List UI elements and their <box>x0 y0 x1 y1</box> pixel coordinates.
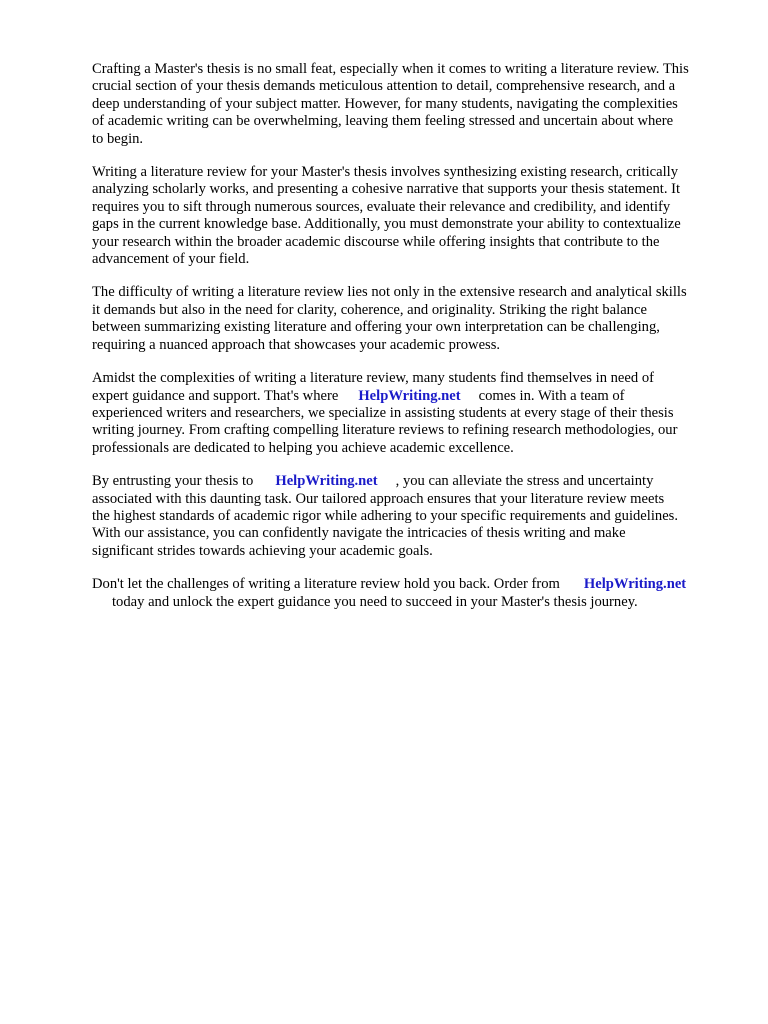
text-line: advancement of your field. <box>92 251 250 268</box>
text-line: professionals are dedicated to helping you achieve academic excellence. <box>92 439 514 456</box>
text-line-with-link <box>92 473 732 490</box>
paragraph-call-to-action <box>92 576 732 611</box>
text-line: deep understanding of your subject matter. However, for many students, navigating the complexities <box>92 95 678 112</box>
paragraph-guidance <box>92 370 732 457</box>
text-line: analyzing scholarly works, and presenting a cohesive narrative that supports your thesis statement. It <box>92 181 681 198</box>
text-line: between summarizing existing literature and offering your own interpretation can be challenging, <box>92 319 660 336</box>
helpwriting-link[interactable]: HelpWriting.net <box>275 473 378 490</box>
text-line: to begin. <box>92 130 144 147</box>
text-line: your research within the broader academic discourse while offering insights that contribute to the <box>92 233 660 250</box>
paragraph-intro <box>92 61 732 148</box>
text-line: gaps in the current knowledge base. Additionally, you must demonstrate your ability to contextualize <box>92 216 681 233</box>
text-line-with-link <box>92 388 732 405</box>
text-line: Crafting a Master's thesis is no small feat, especially when it comes to writing a literature review. This <box>92 61 689 77</box>
text-line: The difficulty of writing a literature review lies not only in the extensive research and analytical skills <box>92 284 687 301</box>
text-segment: , you can alleviate the stress and uncertainty <box>395 473 654 490</box>
text-line: With our assistance, you can confidently navigate the intricacies of thesis writing and make <box>92 525 626 542</box>
text-segment: today and unlock the expert guidance you need to succeed in your Master's thesis journey. <box>112 593 638 610</box>
paragraph-entrusting <box>92 473 732 560</box>
helpwriting-link[interactable]: HelpWriting.net <box>358 387 461 404</box>
helpwriting-link[interactable]: HelpWriting.net <box>583 576 687 593</box>
text-line: crucial section of your thesis demands meticulous attention to detail, comprehensive research, and a <box>92 78 676 95</box>
text-line: significant strides towards achieving your academic goals. <box>92 542 433 559</box>
paragraph-difficulty <box>92 284 732 354</box>
text-line: of academic writing can be overwhelming, leaving them feeling stressed and uncertain about where <box>92 113 674 130</box>
text-line: writing journey. From crafting compelling literature reviews to refining research methodologies, our <box>92 422 678 439</box>
text-line: experienced writers and researchers, we specialize in assisting students at every stage of their thesis <box>92 404 674 421</box>
text-line: Writing a literature review for your Master's thesis involves synthesizing existing research, critically <box>92 164 679 181</box>
text-segment: By entrusting your thesis to <box>92 473 254 490</box>
text-line: it demands but also in the need for clarity, coherence, and originality. Striking the right balance <box>92 301 647 318</box>
document-body <box>92 61 732 627</box>
text-line: associated with this daunting task. Our tailored approach ensures that your literature review meets <box>92 490 665 507</box>
text-segment: Don't let the challenges of writing a literature review hold you back. Order from <box>92 576 560 593</box>
text-line: the highest standards of academic rigor while adhering to your specific requirements and guidelines. <box>92 507 678 524</box>
text-segment: expert guidance and support. That's where <box>92 387 339 404</box>
text-line: Amidst the complexities of writing a literature review, many students find themselves in need of <box>92 370 654 387</box>
text-segment: comes in. With a team of <box>478 387 625 404</box>
text-line <box>92 594 732 611</box>
text-line: requiring a nuanced approach that showcases your academic prowess. <box>92 336 501 353</box>
paragraph-requirements <box>92 164 732 268</box>
text-line: requires you to sift through numerous sources, evaluate their relevance and credibility, and identify <box>92 198 671 215</box>
text-line-with-link <box>92 576 732 593</box>
